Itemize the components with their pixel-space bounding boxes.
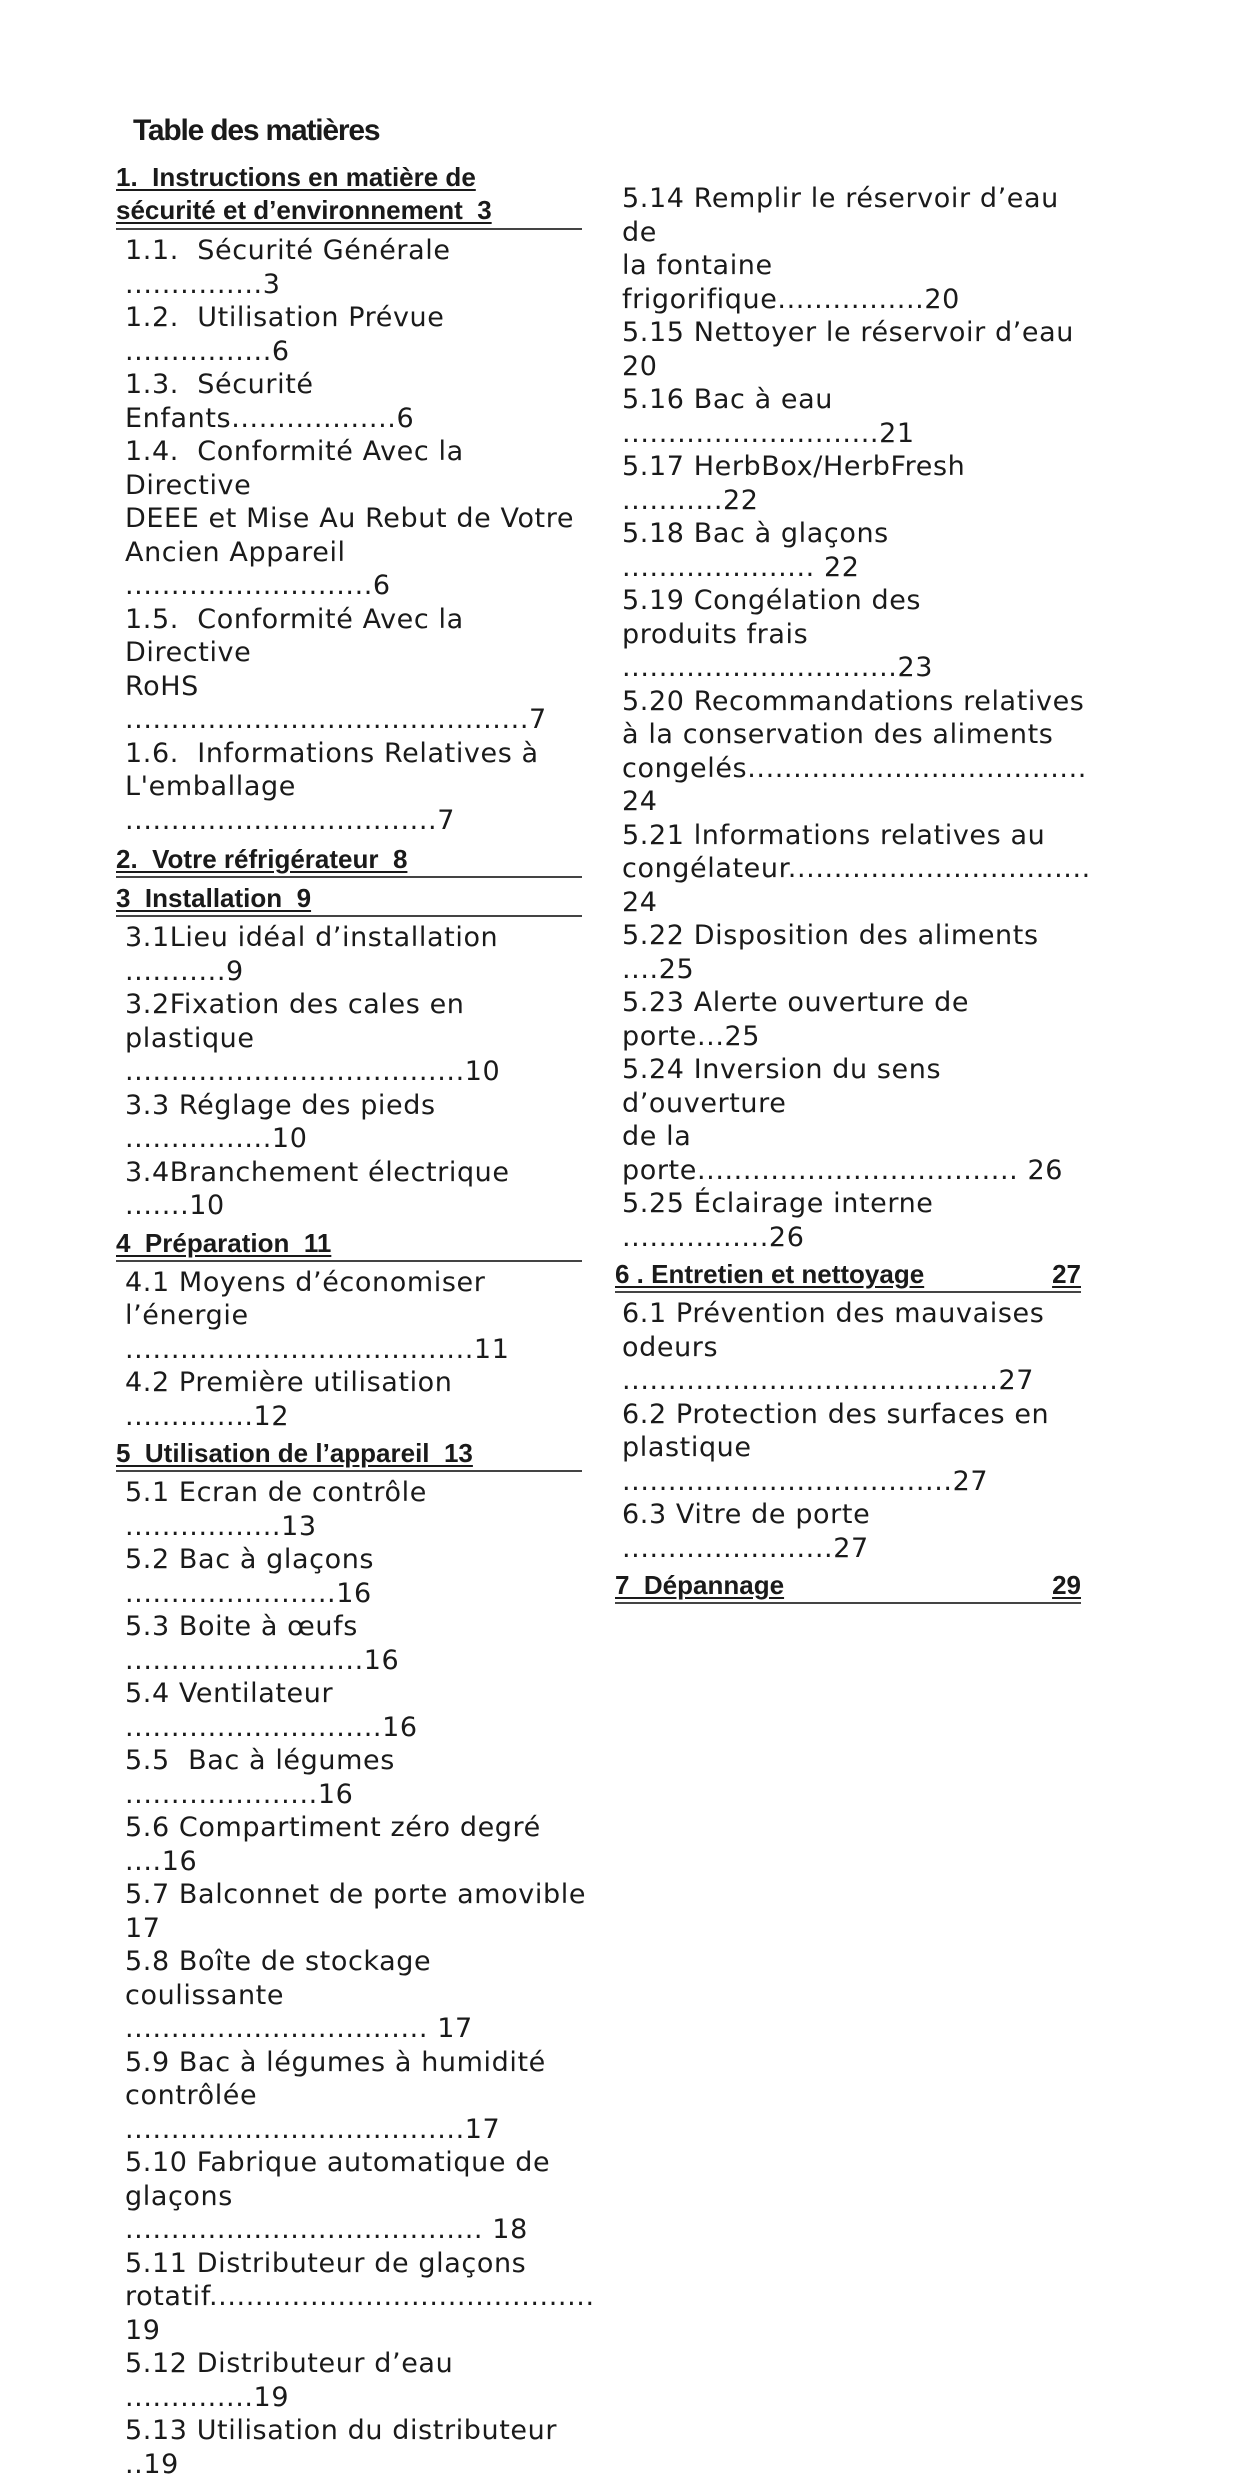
toc-entry-5-13[interactable]: 5.13 Utilisation du distributeur ..19 (125, 2415, 567, 2480)
toc-heading-7-page: 29 (1052, 1570, 1081, 1600)
toc-entry-5-15[interactable]: 5.15 Nettoyer le réservoir d’eau 20 (622, 317, 1093, 382)
page-title: Table des matières (133, 114, 380, 147)
toc-heading-5[interactable]: 5 Utilisation de l’appareil 13 (116, 1437, 582, 1472)
toc-entry-4-2[interactable]: 4.2 Première utilisation ..............12 (125, 1367, 462, 1432)
toc-entry-1-1[interactable]: 1.1. Sécurité Générale ...............3 (125, 235, 460, 300)
toc-heading-6-label: 6 . Entretien et nettoyage (615, 1259, 925, 1289)
toc-heading-7-label: 7 Dépannage (615, 1570, 785, 1600)
toc-entry-5-3[interactable]: 5.3 Boite à œufs ..........................16 (125, 1611, 400, 1676)
toc-entry-5-10[interactable]: 5.10 Fabrique automatique de glaçons ....................................... 18 (125, 2147, 551, 2245)
toc-entry-5-22[interactable]: 5.22 Disposition des aliments ....25 (622, 920, 1048, 985)
toc-entry-5-12[interactable]: 5.12 Distributeur d’eau ..............19 (125, 2348, 463, 2413)
toc-entry-5-16[interactable]: 5.16 Bac à eau ............................21 (622, 384, 915, 449)
toc-entry-1-6[interactable]: 1.6. Informations Relatives à L'emballage ..................................7 (125, 737, 539, 836)
toc-heading-4[interactable]: 4 Préparation 11 (116, 1227, 582, 1262)
toc-entry-6-1[interactable]: 6.1 Prévention des mauvaises odeurs .........................................27 (622, 1298, 1045, 1396)
toc-entry-1-3[interactable]: 1.3. Sécurité Enfants..................6 (125, 369, 415, 434)
toc-entry-6-3[interactable]: 6.3 Vitre de porte .......................27 (622, 1499, 889, 1564)
toc-entry-5-7[interactable]: 5.7 Balconnet de porte amovible 17 (125, 1879, 596, 1944)
toc-entry-1-2[interactable]: 1.2. Utilisation Prévue ................6 (125, 302, 454, 367)
toc-entry-3-4[interactable]: 3.4Branchement électrique .......10 (125, 1156, 519, 1221)
toc-entry-5-21[interactable]: 5.21 lnformations relatives au congélateur................................. 24 (622, 819, 1091, 918)
toc-entry-5-23[interactable]: 5.23 Alerte ouverture de porte...25 (622, 987, 979, 1052)
toc-heading-2[interactable]: 2. Votre réfrigérateur 8 (116, 843, 582, 878)
toc-entry-5-5[interactable]: 5.5 Bac à légumes .....................16 (125, 1745, 405, 1810)
toc-left-column (116, 161, 596, 2481)
toc-entry-3-2[interactable]: 3.2Fixation des cales en plastique .....................................10 (125, 989, 501, 1087)
toc-entry-5-8[interactable]: 5.8 Boîte de stockage coulissante ................................. 17 (125, 1946, 473, 2044)
toc-entry-5-9[interactable]: 5.9 Bac à légumes à humidité contrôlée .....................................17 (125, 2046, 546, 2145)
toc-heading-7[interactable] (615, 1569, 1081, 1604)
toc-heading-6-page: 27 (1052, 1259, 1081, 1289)
toc-entry-3-1[interactable]: 3.1Lieu idéal d’installation ...........9 (125, 922, 508, 987)
toc-entry-5-17[interactable]: 5.17 HerbBox/HerbFresh ...........22 (622, 451, 975, 516)
toc-entry-1-4[interactable]: 1.4. Conformité Avec la Directive DEEE et Mise Au Rebut de Votre Ancien Appareil ...........................6 (125, 436, 575, 601)
toc-entry-5-18[interactable]: 5.18 Bac à glaçons ..................... 22 (622, 518, 908, 583)
toc-entry-5-19[interactable]: 5.19 Congélation des produits frais ..............................23 (622, 585, 934, 683)
toc-entry-5-24[interactable]: 5.24 Inversion du sens d’ouverture de la porte................................... 26 (622, 1054, 1064, 1186)
toc-heading-3[interactable]: 3 Installation 9 (116, 882, 582, 917)
toc-entry-3-3[interactable]: 3.3 Réglage des pieds ................10 (125, 1089, 445, 1154)
toc-entry-5-1[interactable]: 5.1 Ecran de contrôle .................13 (125, 1477, 437, 1542)
toc-right-column (615, 182, 1093, 1608)
toc-entry-5-2[interactable]: 5.2 Bac à glaçons .......................16 (125, 1544, 393, 1609)
toc-entry-6-2[interactable]: 6.2 Protection des surfaces en plastique ....................................27 (622, 1398, 1050, 1497)
toc-entry-5-14[interactable]: 5.14 Remplir le réservoir d’eau de la fontaine frigorifique................20 (622, 183, 1059, 315)
toc-entry-5-4[interactable]: 5.4 Ventilateur ............................16 (125, 1678, 418, 1743)
toc-entry-5-11[interactable]: 5.11 Distributeur de glaçons rotatif.......................................... 19 (125, 2247, 595, 2346)
toc-entry-5-20[interactable]: 5.20 Recommandations relatives à la conservation des aliments congelés..................................... 24 (622, 685, 1087, 817)
toc-entry-4-1[interactable]: 4.1 Moyens d’économiser l’énergie ......................................11 (125, 1266, 510, 1365)
toc-entry-1-5[interactable]: 1.5. Conformité Avec la Directive RoHS ............................................7 (125, 603, 547, 735)
toc-entry-5-6[interactable]: 5.6 Compartiment zéro degré ....16 (125, 1812, 551, 1877)
toc-entry-5-25[interactable]: 5.25 Éclairage interne ................26 (622, 1188, 943, 1253)
toc-heading-1[interactable]: 1. Instructions en matière de sécurité et d’environnement 3 (116, 161, 582, 230)
toc-heading-6[interactable] (615, 1258, 1081, 1293)
